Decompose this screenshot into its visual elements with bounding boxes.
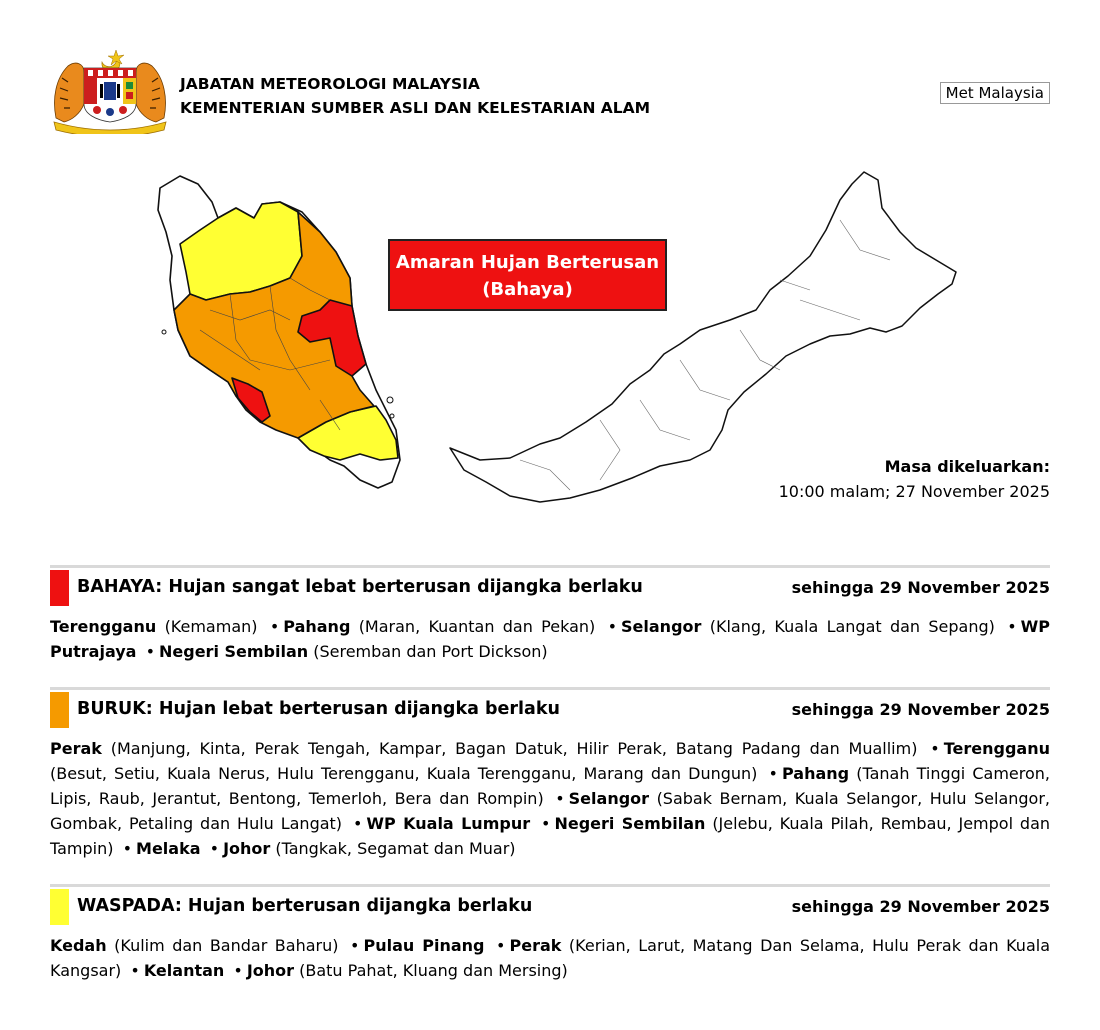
area-districts: (Kemaman) xyxy=(156,617,258,636)
area-item xyxy=(283,617,595,636)
bahaya-color-swatch xyxy=(50,570,69,606)
area-state: WP Kuala Lumpur xyxy=(366,814,531,833)
area-districts: (Seremban dan Port Dickson) xyxy=(308,642,548,661)
area-districts: (Manjung, Kinta, Perak Tengah, Kampar, Bagan Datuk, Hilir Perak, Batang Padang dan Muallim) xyxy=(101,739,918,758)
area-state: Pahang xyxy=(781,764,850,783)
area-separator: • xyxy=(209,839,220,858)
area-state: Perak xyxy=(50,739,102,758)
area-districts: (Besut, Setiu, Kuala Nerus, Hulu Terengganu, Kuala Terengganu, Marang dan Dungun) xyxy=(50,764,758,783)
area-item xyxy=(363,936,484,955)
area-separator: • xyxy=(122,839,133,858)
section-buruk xyxy=(50,687,1050,861)
met-malaysia-button[interactable]: Met Malaysia xyxy=(940,82,1050,104)
section-until: sehingga 29 November 2025 xyxy=(791,700,1050,719)
warning-title-box xyxy=(388,239,667,311)
area-item xyxy=(50,617,258,636)
area-separator: • xyxy=(350,936,360,955)
section-header xyxy=(50,568,1050,608)
area-item xyxy=(366,814,530,833)
malaysia-coat-of-arms-icon xyxy=(50,48,170,134)
section-title: BURUK: Hujan lebat berterusan dijangka berlaku xyxy=(77,699,560,719)
area-item xyxy=(159,642,548,661)
area-item xyxy=(223,839,515,858)
area-separator: • xyxy=(607,617,618,636)
area-state: Johor xyxy=(223,839,271,858)
area-state: Terengganu xyxy=(943,739,1050,758)
area-separator: • xyxy=(145,642,155,661)
area-item xyxy=(621,617,995,636)
section-title: WASPADA: Hujan berterusan dijangka berlaku xyxy=(77,896,533,916)
organization-name xyxy=(180,72,650,120)
area-state: Negeri Sembilan xyxy=(159,642,309,661)
section-header xyxy=(50,690,1050,730)
issued-value: 10:00 malam; 27 November 2025 xyxy=(778,482,1050,501)
area-separator: • xyxy=(555,789,565,808)
area-state: Johor xyxy=(246,961,295,980)
area-separator: • xyxy=(130,961,140,980)
area-state: Kedah xyxy=(50,936,107,955)
org-line-1: JABATAN METEOROLOGI MALAYSIA xyxy=(180,75,480,93)
buruk-color-swatch xyxy=(50,692,69,728)
area-item xyxy=(247,961,568,980)
section-header xyxy=(50,887,1050,927)
area-state: Pulau Pinang xyxy=(363,936,485,955)
area-districts: (Tangkak, Segamat dan Muar) xyxy=(270,839,516,858)
page-header xyxy=(50,48,1050,138)
section-waspada xyxy=(50,884,1050,983)
area-separator: • xyxy=(352,814,363,833)
section-until: sehingga 29 November 2025 xyxy=(791,578,1050,597)
area-state: Kelantan xyxy=(143,961,225,980)
area-districts: (Kulim dan Bandar Baharu) xyxy=(106,936,339,955)
area-districts: (Klang, Kuala Langat dan Sepang) xyxy=(701,617,995,636)
area-districts: (Sabak Bernam, Kuala Selangor, Hulu Selangor, Gombak, Petaling dan Hulu Langat) xyxy=(50,789,1050,833)
org-line-2: KEMENTERIAN SUMBER ASLI DAN KELESTARIAN ALAM xyxy=(180,99,651,117)
area-item xyxy=(50,739,917,758)
area-districts: (Kerian, Larut, Matang Dan Selama, Hulu Perak dan Kuala Kangsar) xyxy=(50,936,1051,980)
area-separator: • xyxy=(269,617,280,636)
area-item xyxy=(50,936,339,955)
section-until: sehingga 29 November 2025 xyxy=(791,897,1050,916)
warning-title-line-1: Amaran Hujan Berterusan xyxy=(395,252,660,273)
area-separator: • xyxy=(541,814,551,833)
issued-label: Masa dikeluarkan: xyxy=(884,457,1050,476)
area-districts: (Batu Pahat, Kluang dan Mersing) xyxy=(294,961,568,980)
waspada-color-swatch xyxy=(50,889,69,925)
section-areas xyxy=(50,933,1050,983)
area-state: WP Putrajaya xyxy=(50,617,1051,661)
issued-time xyxy=(779,454,1050,504)
area-item xyxy=(136,839,201,858)
area-districts: (Maran, Kuantan dan Pekan) xyxy=(350,617,596,636)
map-region-east-malaysia xyxy=(450,172,956,502)
area-state: Perak xyxy=(509,936,562,955)
area-districts: (Jelebu, Kuala Pilah, Rembau, Jempol dan Tampin) xyxy=(50,814,1051,858)
area-item xyxy=(144,961,224,980)
warning-title-line-2: (Bahaya) xyxy=(482,279,573,300)
area-state: Negeri Sembilan xyxy=(554,814,706,833)
section-bahaya xyxy=(50,565,1050,664)
area-separator: • xyxy=(930,739,940,758)
section-areas xyxy=(50,614,1050,664)
section-areas xyxy=(50,736,1050,861)
section-title: BAHAYA: Hujan sangat lebat berterusan dijangka berlaku xyxy=(77,577,643,597)
area-state: Selangor xyxy=(568,789,650,808)
area-separator: • xyxy=(233,961,243,980)
area-districts: (Tanah Tinggi Cameron, Lipis, Raub, Jerantut, Bentong, Temerloh, Bera dan Rompin) xyxy=(50,764,1050,808)
area-state: Terengganu xyxy=(50,617,157,636)
area-state: Pahang xyxy=(283,617,351,636)
area-state: Selangor xyxy=(621,617,702,636)
area-separator: • xyxy=(1007,617,1017,636)
area-state: Melaka xyxy=(136,839,201,858)
area-separator: • xyxy=(496,936,506,955)
area-separator: • xyxy=(768,764,778,783)
